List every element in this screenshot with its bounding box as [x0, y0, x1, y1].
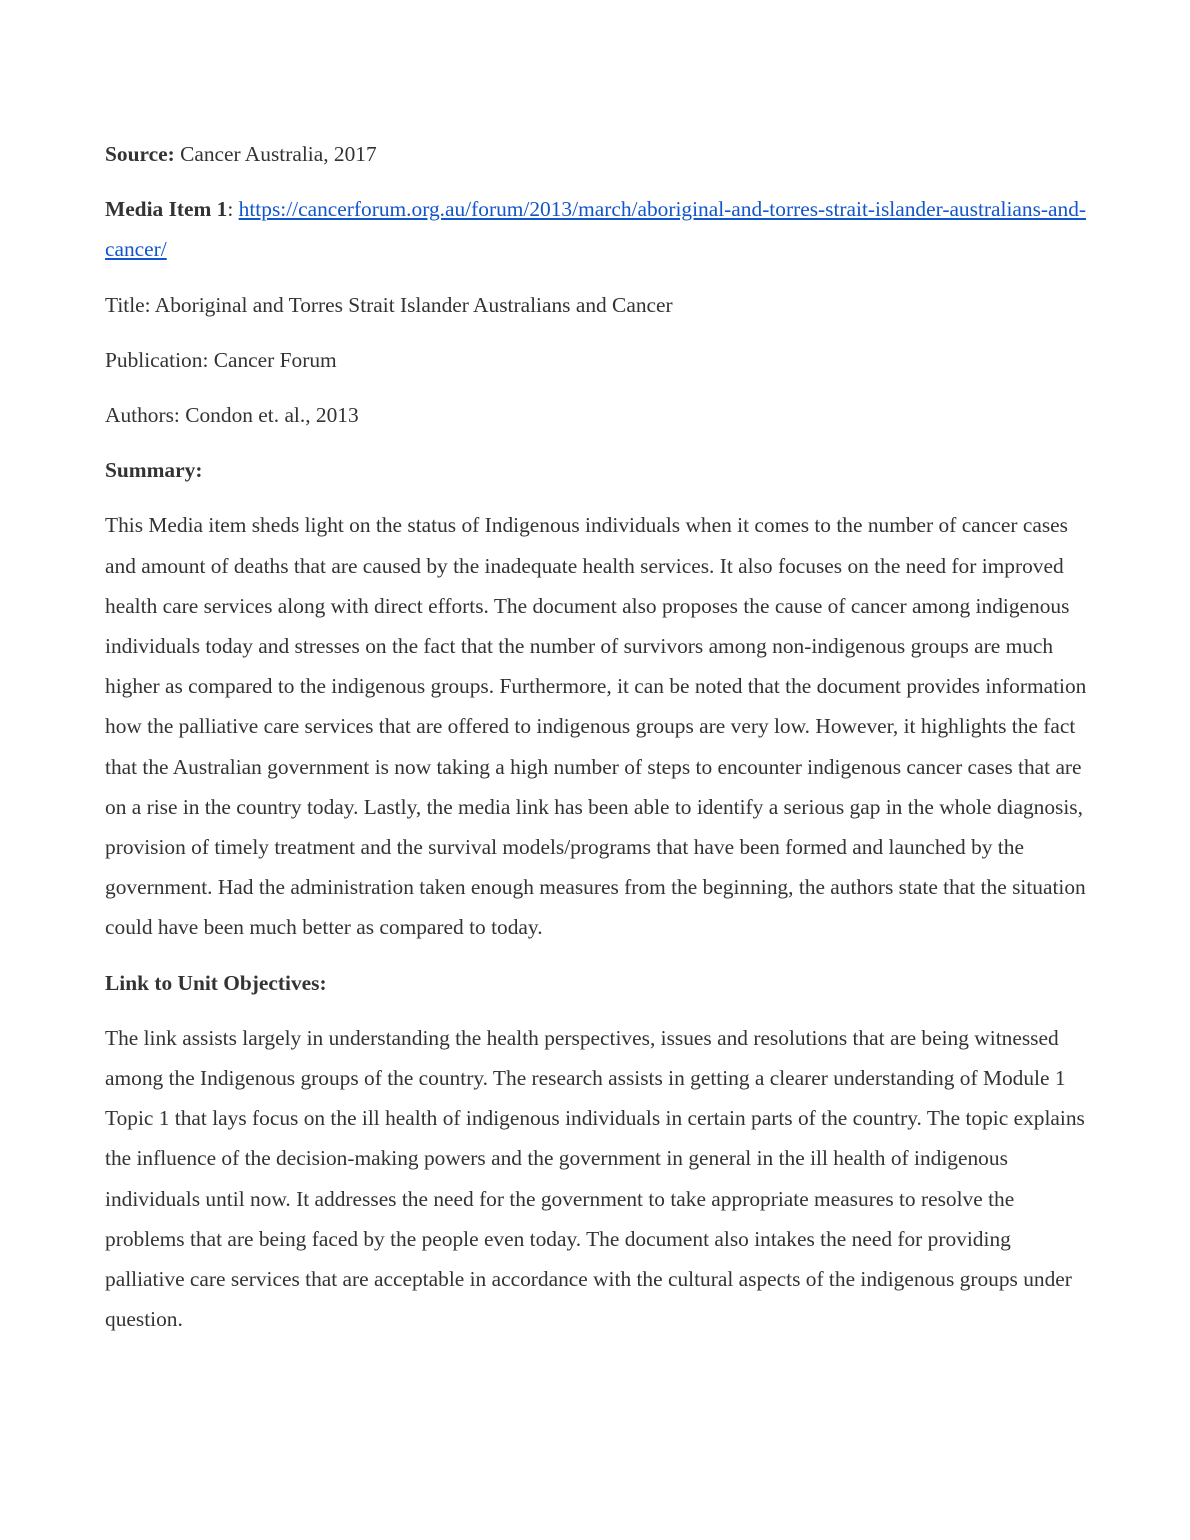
media-item-line [105, 189, 1090, 269]
source-value: Cancer Australia, 2017 [174, 142, 377, 166]
authors-line: Authors: Condon et. al., 2013 [105, 403, 359, 428]
source-line [105, 134, 1090, 174]
publication-line: Publication: Cancer Forum [105, 347, 337, 372]
media-item-separator: : [227, 197, 239, 222]
media-item-link[interactable]: https://cancerforum.org.au/forum/2013/march/aboriginal-and-torres-strait-islander-australians-and-cancer/ [105, 197, 1087, 262]
media-item-label: Media Item 1 [105, 197, 228, 222]
document-page [105, 134, 1090, 1354]
source-label: Source: [105, 142, 175, 166]
summary-heading: Summary: [105, 458, 203, 483]
summary-paragraph: This Media item sheds light on the status of Indigenous individuals when it comes to the number of cancer cases and amount of deaths that are caused by the inadequate health services. It also focuses on the need for improved health care services along with direct efforts. The document also proposes the cause of cancer among indigenous individuals today and stresses on the fact that the number of survivors among non-indigenous groups are much higher as compared to the indigenous groups. Furthermore, it can be noted that the document provides information how the palliative care services that are offered to indigenous groups are very low. However, it highlights the fact that the Australian government is now taking a high number of steps to encounter indigenous cancer cases that are on a rise in the country today. Lastly, the media link has been able to identify a serious gap in the whole diagnosis, provision of timely treatment and the survival models/programs that have been formed and launched by the government. Had the administration taken enough measures from the beginning, the authors state that the situation could have been much better as compared to today. [105, 513, 1087, 940]
title-line: Title: Aboriginal and Torres Strait Islander Australians and Cancer [105, 292, 673, 317]
link-objectives-paragraph: The link assists largely in understanding the health perspectives, issues and resolutions that are being witnessed among the Indigenous groups of the country. The research assists in getting a clearer understanding of Module 1 Topic 1 that lays focus on the ill health of indigenous individuals in certain parts of the country. The topic explains the influence of the decision-making powers and the government in general in the ill health of indigenous individuals until now. It addresses the need for the government to take appropriate measures to resolve the problems that are being faced by the people even today. The document also intakes the need for providing palliative care services that are acceptable in accordance with the cultural aspects of the indigenous groups under question. [105, 1025, 1085, 1332]
link-objectives-heading: Link to Unit Objectives: [105, 970, 327, 995]
